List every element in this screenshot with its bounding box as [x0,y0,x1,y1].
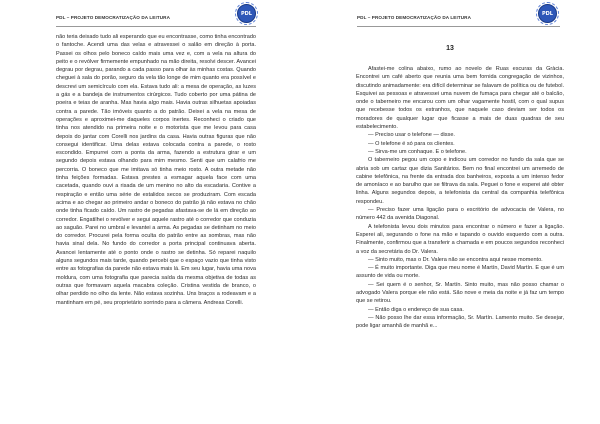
paragraph: — Então diga o endereço de sua casa. [368,306,464,313]
paragraph: — O telefone é só para os clientes. [368,140,455,147]
paragraph: A telefonista levou dois minutos para encontrar o número e fazer a ligação. Esperei ali, segurando o fone na mão e tapando o ouvido esquerdo com a outra. Finalmente, confirmou que a transferir a chamada e em poucos segundos reconheci a voz da secretária do Dr. Valera. [356,223,564,255]
paragraph: — Não posso lhe dar essa informação, Sr. Martín. Lamento muito. Se desejar, pode ligar amanhã de manhã e... [356,314,564,330]
paragraph: — Sirva-me um conhaque. E o telefone. [368,148,467,155]
paragraph: O taberneiro pegou um copo e indicou um corredor no fundo da sala que se abria sob um cartaz que dizia Sanitários. Bem no final encontrei um arremedo de cabine telefônica, na frente da entrada dos banheiros, exposta a um intenso fedor de amoníaco e ao barulho que se filtrava da sala. Peguei o fone e esperei até obter linha. Alguns segundos depois, a telefonista da central da companhia telefônica respondeu. [356,157,564,205]
page-header: PDL – PROJETO DEMOCRATIZAÇÃO DA LEITURA [56,15,170,20]
right-body-text [356,65,564,331]
left-body-text [56,33,256,307]
paragraph: não teria deixado tudo ali esperando que eu encontrasse, como tinha encontrado o fantoche. Acendi uma das velas e atravessei o salão em direção à porta. Passei os olhos pelo boneco caído mais uma vez e, com a vela na altura do peito e o revólver firmemente empunhado na mão direita, resolvi descer. Avancei degrau por degrau, parando a cada passo para olhar às minhas costas. Quando cheguei à sala do porão, seguro da vela tão longe de mim quanto era possível e descrevi um semicírculo com ela. Estava tudo ali: a mesa de operação, as luzes a gás e a bandeja de instrumentos cirúrgicos. Tudo coberto por uma pátina de poeira e teias de aranha. Mas havia algo mais. Havia outras silhuetas apoiadas contra a parede. Tão imóveis quanto a do patrão. Deixei a vela na mesa de operações e aproximei-me daqueles corpos inertes. Reconheci o criado que tinha nos atendido na primeira noite e o motorista que me levou para casa depois do jantar com Corelli nos jardins da casa. Havia outras figuras que não consegui identificar. Uma delas estava colocada contra a parede, o rosto escondido. Empurrei com a ponta da arma, fazendo a estrutura girar e um segundo depois estava olhando para mim mesmo. Senti que um calafrio me percorria. O boneco que me imitava só tinha meio rosto. A outra metade não tinha feições formadas. Estava prestes a esmagar aquela face com uma cacetada, quando ouvi a risada de um menino no alto da escadaria. Contive a respiração e então uma série de estalidos secos se produziram. Com escada acima e ao chegar ao primeiro andar o boneco do patrão já não estava no chão onde tinha ficado caído. Um rastro de pegadas afastava-se de lá em direção ao corredor. Engatilhei o revólver e segui aquele rastro até o corredor que conduzia ao saguão. Parei no umbral e levantei a arma. As pegadas se detinham no meio do corredor. Procurei pela forma oculta do patrão entre as sombras, mas não havia sinal dela. No fundo do corredor a porta principal continuava aberta. Avancei lentamente até o ponto onde o rastro se detinha. Só reparei naquilo alguns segundos mais tarde, quando percebi que o espaço vazio que tinha visto entre as fotografias da parede não estava mais lá. Em seu lugar, havia uma nova moldura, com uma fotografia que parecia saída da mesma objetiva de todas as outras que formavam aquela macabra coleção. Cristina vestida de branco, o olhar perdido no olho da lente. Não estava sozinha. Uns braços a rodeavam e a mantinham em pé, seu proprietário sorrindo para a câmera. Andreas Corelli. [56,34,256,306]
paragraph: Afastei-me colina abaixo, rumo ao novelo de Ruas escuras da Gràcia. Encontrei um café aberto que reunia uma bem fornida congregação de vizinhos, discutindo animadamente: era difícil determinar se falavam de política ou de futebol. Esquivei as pessoas e atravessei uma nuvem de fumaça para chegar até o balcão, onde o taberneiro me encarou com um olhar vagamente hostil, com o qual supus que recebesse todos os estranhos, que naquele caso deviam ser todos os moradores de qualquer lugar que ficasse a mais de duas quadras de seu estabelecimento. [356,66,564,131]
paragraph: — Preciso usar o telefone — disse. [368,132,455,139]
right-page [300,0,600,424]
paragraph: — Preciso fazer uma ligação para o escritório de advocacia de Valera, no número 442 da avenida Diagonal. [356,207,564,222]
header-divider [56,26,256,27]
header-divider [357,26,560,27]
pdl-logo-icon: PDL [538,4,557,23]
page-header: PDL – PROJETO DEMOCRATIZAÇÃO DA LEITURA [357,15,471,20]
page-number: 13 [446,45,454,52]
pdl-logo-icon: PDL [237,4,256,23]
paragraph: — Sei quem é o senhor, Sr. Martín. Sinto muito, mas não posso chamar o advogado Valera porque ele não está. São nove e meia da noite e já faz um tempo que se retirou. [356,281,564,305]
paragraph: — É muito importante. Diga que meu nome é Martín, David Martín. E que é um assunto de vida ou morte. [356,265,564,280]
paragraph: — Sinto muito, mas o Dr. Valera não se encontra aqui nesse momento. [368,256,543,263]
